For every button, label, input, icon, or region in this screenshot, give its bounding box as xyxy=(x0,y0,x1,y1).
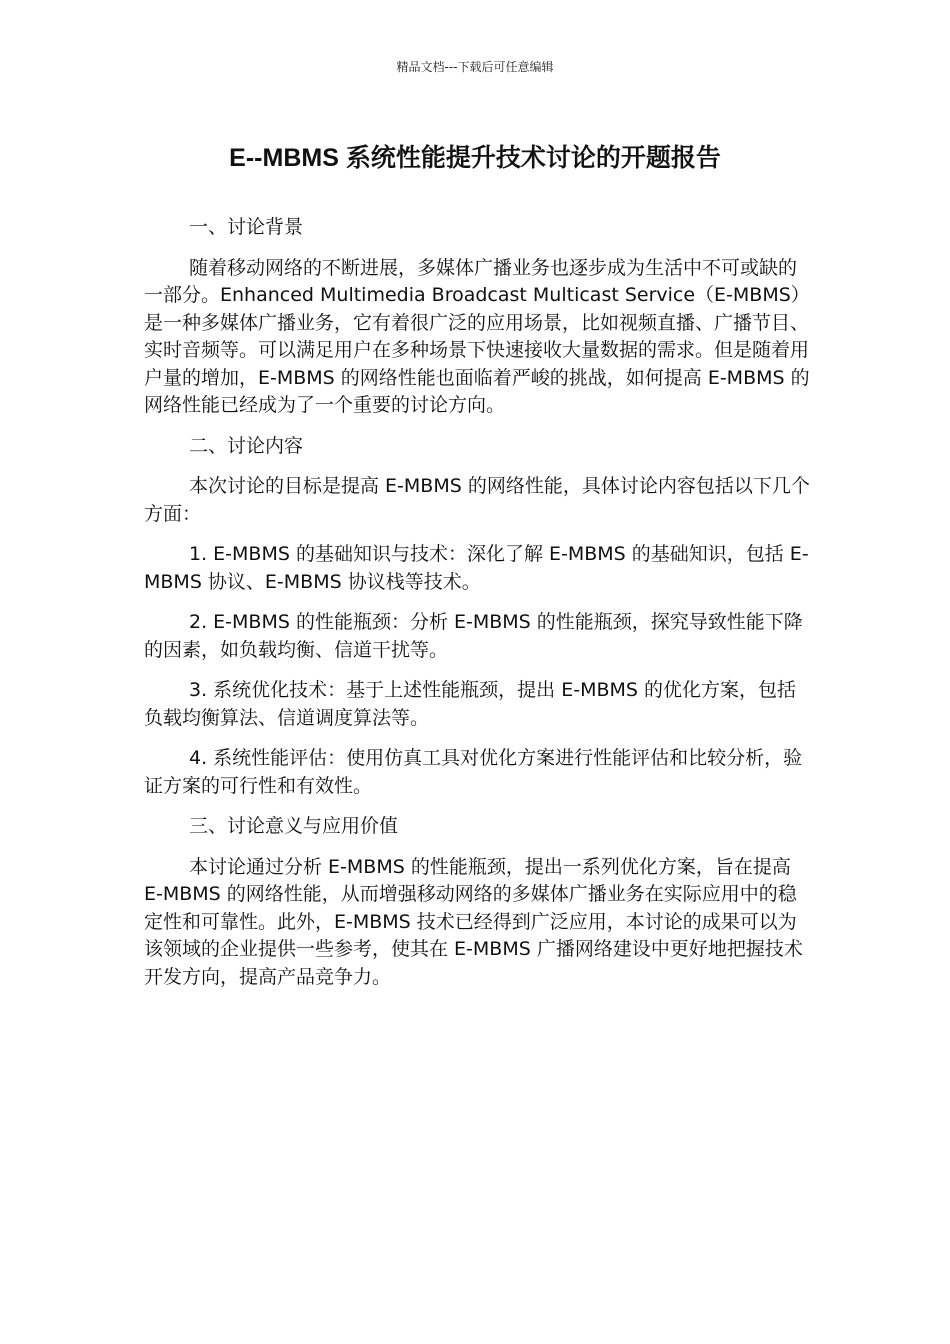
document-title: E--MBMS 系统性能提升技术讨论的开题报告 xyxy=(229,144,721,172)
section-heading-background: 一、讨论背景 xyxy=(189,216,304,238)
list-item: 4. 系统性能评估：使用仿真工具对优化方案进行性能评估和比较分析，验证方案的可行性和有效性。 xyxy=(144,747,803,797)
header-note: 精品文档---下载后可任意编辑 xyxy=(396,60,554,74)
section-heading-significance: 三、讨论意义与应用价值 xyxy=(189,815,399,837)
paragraph-content-intro: 本次讨论的目标是提高 E-MBMS 的网络性能，具体讨论内容包括以下几个方面： xyxy=(144,475,810,525)
paragraph-background: 随着移动网络的不断进展，多媒体广播业务也逐步成为生活中不可或缺的一部分。Enhanced Multimedia Broadcast Multicast Service（E-MBMS）是一种多媒体广播业务，它有着很广泛的应用场景，比如视频直播、广播节目、实时音频等。可以满足用户在多种场景下快速接收大量数据的需求。但是随着用户量的增加，E-MBMS 的网络性能也面临着严峻的挑战，如何提高 E-MBMS 的网络性能已经成为了一个重要的讨论方向。 xyxy=(144,256,810,416)
document-body xyxy=(144,214,812,1004)
list-item: 1. E-MBMS 的基础知识与技术：深化了解 E-MBMS 的基础知识，包括 E-MBMS 协议、E-MBMS 协议栈等技术。 xyxy=(144,543,809,593)
paragraph-significance: 本讨论通过分析 E-MBMS 的性能瓶颈，提出一系列优化方案，旨在提高 E-MBMS 的网络性能，从而增强移动网络的多媒体广播业务在实际应用中的稳定性和可靠性。此外，E-MBMS 技术已经得到广泛应用，本讨论的成果可以为该领域的企业提供一些参考，使其在 E-MBMS 广播网络建设中更好地把握技术开发方向，提高产品竞争力。 xyxy=(144,855,803,988)
list-item: 3. 系统优化技术：基于上述性能瓶颈，提出 E-MBMS 的优化方案，包括负载均衡算法、信道调度算法等。 xyxy=(144,679,796,729)
list-item: 2. E-MBMS 的性能瓶颈：分析 E-MBMS 的性能瓶颈，探究导致性能下降的因素，如负载均衡、信道干扰等。 xyxy=(144,611,803,661)
section-heading-content: 二、讨论内容 xyxy=(189,434,304,457)
